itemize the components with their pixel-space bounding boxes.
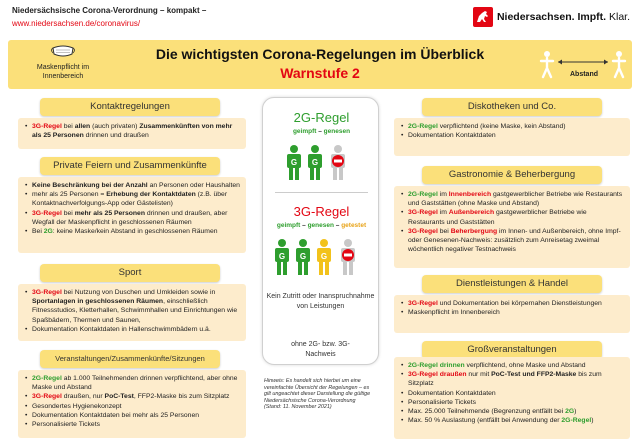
list-item: • Personalisierte Tickets <box>32 420 241 429</box>
list-item: • 3G-Regel draußen nur mit PoC-Test und FFP2-Maske bis zum Sitzplatz <box>408 370 625 388</box>
horse-icon <box>473 7 493 27</box>
list-item: • Dokumentation Kontaktdaten in Hallenschwimmbädern u.ä. <box>32 325 241 334</box>
3g-subtitle: geimpft – genesen – getestet <box>276 222 367 229</box>
list-item: • 3G-Regel und Dokumentation bei körpernahen Dienstleistungen <box>408 299 625 308</box>
2g-title: 2G-Regel <box>293 110 350 125</box>
sport-heading: Sport <box>40 264 220 282</box>
svg-text:G: G <box>299 252 307 261</box>
header-title: Niedersächsische Corona-Verordnung – kompakt – <box>12 6 207 15</box>
2g-subtitle: geimpft – genesen <box>292 128 351 135</box>
feiern-panel <box>18 177 246 253</box>
niedersachsen-logo <box>473 6 630 28</box>
list-item: • 2G-Regel im Innenbereich gastgewerblicher Betriebe wie Restaurants und Gaststätten (ohne Maske und Abstand) <box>408 190 625 208</box>
disko-panel <box>394 118 630 156</box>
mask-label: Maskenpflicht im Innenbereich <box>36 64 90 80</box>
sport-panel <box>18 284 246 341</box>
list-item: • Gesondertes Hygienekonzept <box>32 402 241 411</box>
list-item: • Personalisierte Tickets <box>408 398 625 407</box>
list-item: • 3G-Regel bei Nutzung von Duschen und Umkleiden sowie in Sportanlagen in geschlossenen Räumen, einschließlich Fitnessstudios, Kletterhallen, Schwimmhallen und Einrichtungen wie Spaßbädern, Thermen und Saunen, <box>32 288 241 325</box>
list-item: • mehr als 25 Personen = Erhebung der Kontaktdaten (z.B. über Kontaktnachverfolgungs-App oder Gästelisten) <box>32 190 241 208</box>
list-item: • Dokumentation Kontaktdaten <box>408 131 625 140</box>
feiern-heading: Private Feiern und Zusammenkünfte <box>40 157 220 175</box>
3g-title: 3G-Regel <box>293 204 350 219</box>
kontakt-panel <box>18 118 246 149</box>
list-item: • 2G-Regel verpflichtend (keine Maske, kein Abstand) <box>408 122 625 131</box>
svg-text:G: G <box>290 158 298 167</box>
veranst-heading: Veranstaltungen/Zusammenkünfte/Sitzungen <box>40 350 220 368</box>
rules-center-panel <box>262 97 379 365</box>
page-title: Die wichtigsten Corona-Regelungen im Überblick <box>155 46 485 62</box>
3g-people-icon <box>273 238 369 278</box>
proof-text: ohne 2G- bzw. 3G- Nachweis <box>291 341 350 358</box>
svg-text:G: G <box>278 252 286 261</box>
list-item: • Maskenpflicht im Innenbereich <box>408 308 625 317</box>
list-item: • Dokumentation Kontaktdaten bei mehr als 25 Personen <box>32 411 241 420</box>
list-item: • 3G-Regel bei allen (auch privaten) Zusammenkünften von mehr als 25 Personen drinnen und draußen <box>32 122 241 140</box>
distance-label: Abstand <box>570 71 598 78</box>
disko-heading: Diskotheken und Co. <box>422 98 602 116</box>
disclaimer-note: Hinweis: Es handelt sich hierbei um eine vereinfachte Übersicht der Regelungen – es gilt ungeachtet dieser Darstellung die gültige Niedersächsische Corona-Verordnung (Stand: 11. November 2021) <box>264 378 371 411</box>
list-item: • 3G-Regel im Außenbereich gastgewerblicher Betriebe wie Restaurants und Gaststätten <box>408 208 625 226</box>
warnstufe-subtitle: Warnstufe 2 <box>280 65 360 81</box>
kontakt-heading: Kontaktregelungen <box>40 98 220 116</box>
list-item: • Bei 2G: keine Maske/kein Abstand in geschlossenen Räumen <box>32 227 241 236</box>
list-item: • 2G-Regel ab 1.000 Teilnehmenden drinnen verpflichtend, aber ohne Maske und Abstand <box>32 374 241 392</box>
logo-text: Niedersachsen. Impft. Klar. <box>496 11 630 23</box>
list-item: • 3G-Regel bei Beherbergung im Innen- und Außenbereich, ohne Impf- oder Genesenen-Nachweis: zusätzlich zum Anreisetag zweimal wöchentlich negativer Testnachweis <box>408 227 625 255</box>
list-item: • 3G-Regel bei mehr als 25 Personen drinnen und draußen, aber Wegfall der Maskenpflicht in geschlossenen Räumen <box>32 209 241 227</box>
gross-panel <box>394 357 630 439</box>
dienst-heading: Dienstleistungen & Handel <box>422 275 602 293</box>
header-url-link[interactable]: www.niedersachsen.de/coronavirus/ <box>12 19 141 28</box>
list-item: • Keine Beschränkung bei der Anzahl an Personen oder Haushalten <box>32 181 241 190</box>
list-item: • Dokumentation Kontaktdaten <box>408 389 625 398</box>
svg-text:G: G <box>320 252 328 261</box>
list-item: • 3G-Regel draußen, nur PoC-Test, FFP2-Maske bis zum Sitzplatz <box>32 392 241 401</box>
gastro-panel <box>394 186 630 268</box>
gastro-heading: Gastronomie & Beherbergung <box>422 166 602 184</box>
list-item: • 2G-Regel drinnen verpflichtend, ohne Maske und Abstand <box>408 361 625 370</box>
gross-heading: Großveranstaltungen <box>422 341 602 359</box>
svg-text:G: G <box>311 158 319 167</box>
list-item: • Max. 25.000 Teilnehmende (Begrenzung entfällt bei 2G) <box>408 407 625 416</box>
2g-people-icon <box>285 144 359 182</box>
no-entry-text: Kein Zutritt oder Inanspruchnahme von Leistungen <box>266 293 375 310</box>
list-item: • Max. 50 % Auslastung (entfällt bei Anwendung der 2G-Regel) <box>408 416 625 425</box>
dienst-panel <box>394 295 630 333</box>
veranst-panel <box>18 370 246 438</box>
